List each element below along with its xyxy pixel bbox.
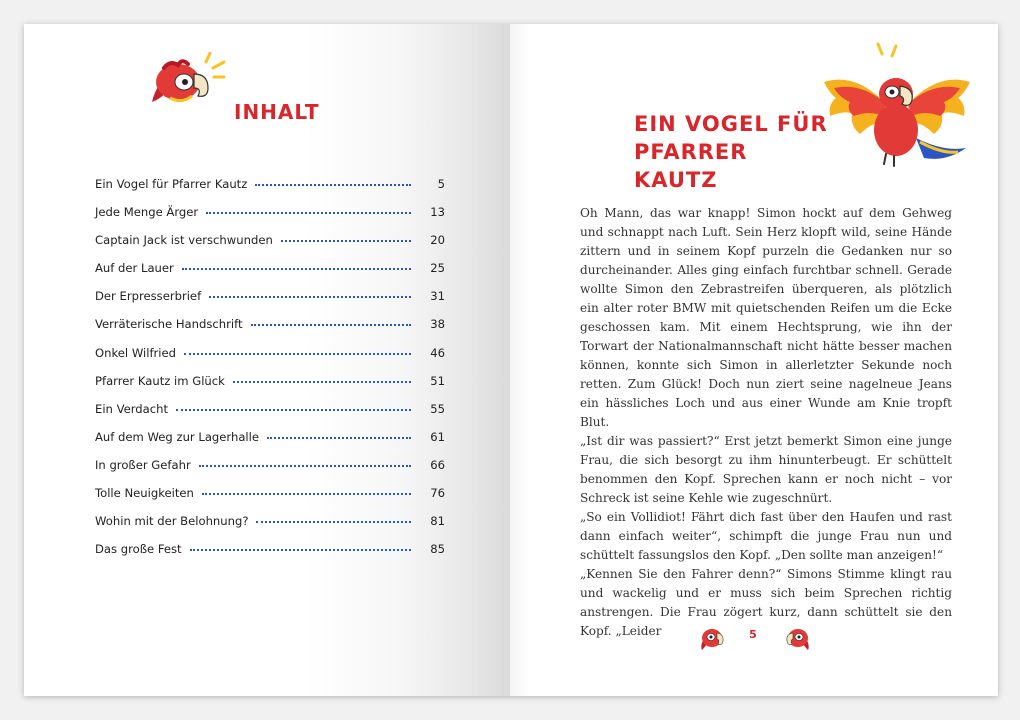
toc-entry: [95, 458, 445, 486]
toc-entry-page: 85: [430, 542, 445, 557]
parrot-head-icon: [778, 624, 812, 652]
dot-leader: [202, 493, 411, 495]
toc-entry-title: Auf der Lauer: [95, 261, 174, 276]
dot-leader: [182, 268, 411, 270]
toc-entry: [95, 486, 445, 514]
toc-entry: [95, 205, 445, 233]
toc-entry-title: Ein Verdacht: [95, 401, 169, 416]
toc-entry: [95, 177, 445, 205]
dot-leader: [281, 240, 411, 242]
dot-leader: [199, 465, 411, 467]
toc-entry-page: 55: [430, 401, 445, 416]
toc-entry-title: In großer Gefahr: [95, 457, 191, 472]
toc-entry-page: 5: [437, 177, 445, 191]
toc-entry: [95, 346, 445, 374]
chapter-heading: [634, 110, 834, 194]
toc-entry-title: Onkel Wilfried: [95, 345, 177, 360]
chapter-body-text: [580, 204, 952, 641]
toc-entry: [95, 514, 445, 542]
dot-leader: [184, 353, 411, 355]
toc-entry-page: 46: [430, 345, 445, 360]
chapter-heading-line-2: PFARRER KAUTZ: [634, 140, 748, 192]
dot-leader: [206, 212, 411, 214]
dot-leader: [256, 521, 411, 523]
dot-leader: [233, 381, 411, 383]
paragraph: „So ein Vollidiot! Fährt dich fast über den Haufen und rast dann einfach weiter“, schimpft die junge Frau nun und schüttelt fassungslos den Kopf. „Den sollte man anzeigen!“: [580, 510, 952, 562]
toc-entry-page: 61: [430, 429, 445, 444]
chapter-page: [510, 24, 998, 696]
toc-entry-title: Verräterische Handschrift: [95, 317, 243, 332]
toc-entry: [95, 542, 445, 570]
page-number: 5: [749, 628, 757, 641]
dot-leader: [176, 409, 411, 411]
toc-entry-page: 38: [430, 317, 445, 332]
toc-entry-page: 31: [430, 289, 445, 304]
parrot-head-icon: [698, 624, 726, 652]
toc-entry-title: Pfarrer Kautz im Glück: [95, 373, 225, 388]
dot-leader: [255, 184, 411, 186]
dot-leader: [209, 296, 411, 298]
paragraph: Oh Mann, das war knapp! Simon hockt auf dem Gehweg und schnappt nach Luft. Sein Herz klopft wild, seine Hände zittern und in seinem Kopf purzeln die Gedanken nur so durcheinander. Alles ging einfach furchtbar schnell. Gerade wollte Simon den Zebrastreifen überqueren, als plötzlich ein alter roter BMW mit quietschenden Reifen um die Ecke geschossen kam. Mit einem Hechtsprung, wie ihn der Torwart der Nationalmannschaft nicht hätte besser machen können, konnte sich Simon in allerletzter Sekunde noch retten. Zum Glück! Doch nun ziert seine nagelneue Jeans ein hässliches Loch und aus einer Wunde am Knie tropft Blut.: [580, 206, 952, 429]
paragraph: „Ist dir was passiert?“ Erst jetzt bemerkt Simon eine junge Frau, die sich besorgt zu ihm hinunterbeugt. Er schüttelt benommen den Kopf. Sprechen kann er noch nicht – vor Schreck ist seine Kehle wie zugeschnürt.: [580, 434, 952, 505]
toc-entry-title: Das große Fest: [95, 542, 182, 557]
toc-entry-title: Der Erpresserbrief: [95, 289, 202, 304]
toc-entry-title: Wohin mit der Belohnung?: [95, 514, 249, 529]
toc-entry: [95, 289, 445, 317]
dot-leader: [267, 437, 411, 439]
toc-entry: [95, 233, 445, 261]
toc-entry-page: 81: [430, 514, 445, 529]
book-spread: [24, 24, 998, 696]
dot-leader: [190, 549, 411, 551]
parrot-head-icon: [148, 52, 242, 108]
toc-entry-title: Auf dem Weg zur Lagerhalle: [95, 429, 260, 444]
toc-entry-page: 25: [430, 261, 445, 276]
toc-entry: [95, 374, 445, 402]
toc-entry-title: Jede Menge Ärger: [95, 205, 199, 220]
toc-entry-title: Ein Vogel für Pfarrer Kautz: [95, 177, 248, 191]
toc-heading: INHALT: [234, 100, 320, 124]
toc-entry-page: 66: [430, 457, 445, 472]
paragraph: „Kennen Sie den Fahrer denn?“ Simons Stimme klingt rau und wackelig und er muss sich beim Sprechen richtig anstrengen. Die Frau zögert kurz, dann schüttelt sie den Kopf. „Leider: [580, 567, 952, 638]
toc-entry-page: 20: [430, 233, 445, 248]
dot-leader: [251, 324, 411, 326]
toc-entry-title: Tolle Neuigkeiten: [95, 486, 194, 501]
toc-list: [95, 177, 445, 570]
chapter-heading-line-1: EIN VOGEL FÜR: [634, 112, 828, 136]
toc-entry-page: 51: [430, 373, 445, 388]
toc-entry: [95, 317, 445, 345]
toc-entry: [95, 430, 445, 458]
toc-entry-page: 76: [430, 486, 445, 501]
toc-entry-title: Captain Jack ist verschwunden: [95, 233, 273, 248]
toc-entry-page: 13: [430, 205, 445, 220]
toc-entry: [95, 261, 445, 289]
flying-parrot-icon: [816, 42, 978, 168]
toc-page: [24, 24, 510, 696]
toc-entry: [95, 402, 445, 430]
